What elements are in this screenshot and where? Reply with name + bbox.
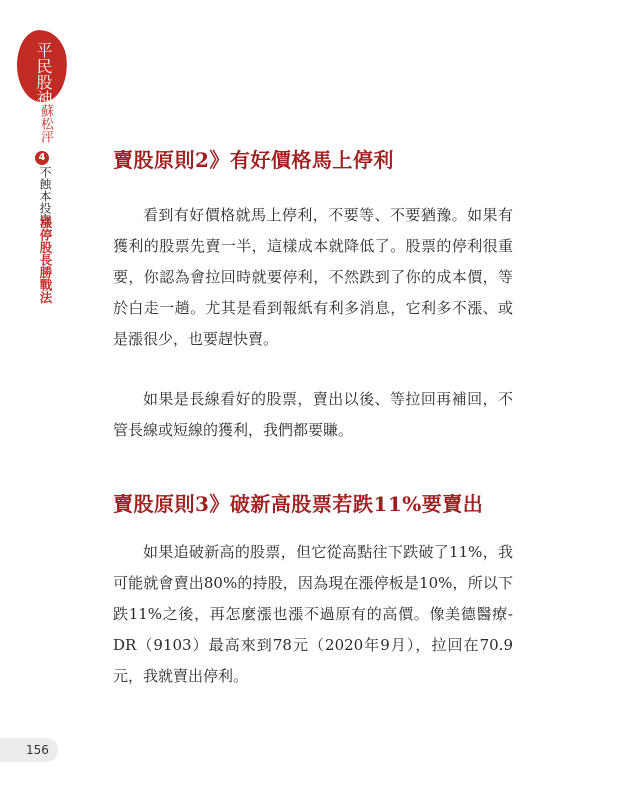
section-heading: 賣股原則3》破新高股票若跌11%要賣出 [113,492,484,516]
book-series-title: 平民股神 [34,42,53,106]
book-series-subtitle: 不蝕本投資 [38,166,52,226]
paragraph: 如果追破新高的股票，但它從高點往下跌破了11%，我可能就會賣出80%的持股，因為現在漲停板是10%，所以下跌11%之後，再怎麼漲也漲不過原有的高價。像美德醫療-DR（9103）最高來到78元（2020年9月），拉回在70.9元，我就賣出停利。 [113,543,513,685]
paragraph: 如果是長線看好的股票，賣出以後、等拉回再補回，不管長線或短線的獲利，我們都要賺。 [113,390,513,439]
book-title: 漲停股長勝戰法 [38,216,53,304]
section-heading: 賣股原則2》有好價格馬上停利 [113,148,394,172]
page-number-tab [0,738,58,762]
paragraph: 看到有好價格就馬上停利，不要等、不要猶豫。如果有獲利的股票先賣一半，這樣成本就降低了。股票的停利很重要，你認為會拉回時就要停利，不然跌到了你的成本價，等於白走一趟。尤其是看到報紙有利多消息，它利多不漲、或是漲很少，也要趕快賣。 [113,206,513,348]
page-number: 156 [26,743,49,757]
volume-badge: 4 [35,151,49,165]
author-name: 蘇松泙 [38,104,53,143]
